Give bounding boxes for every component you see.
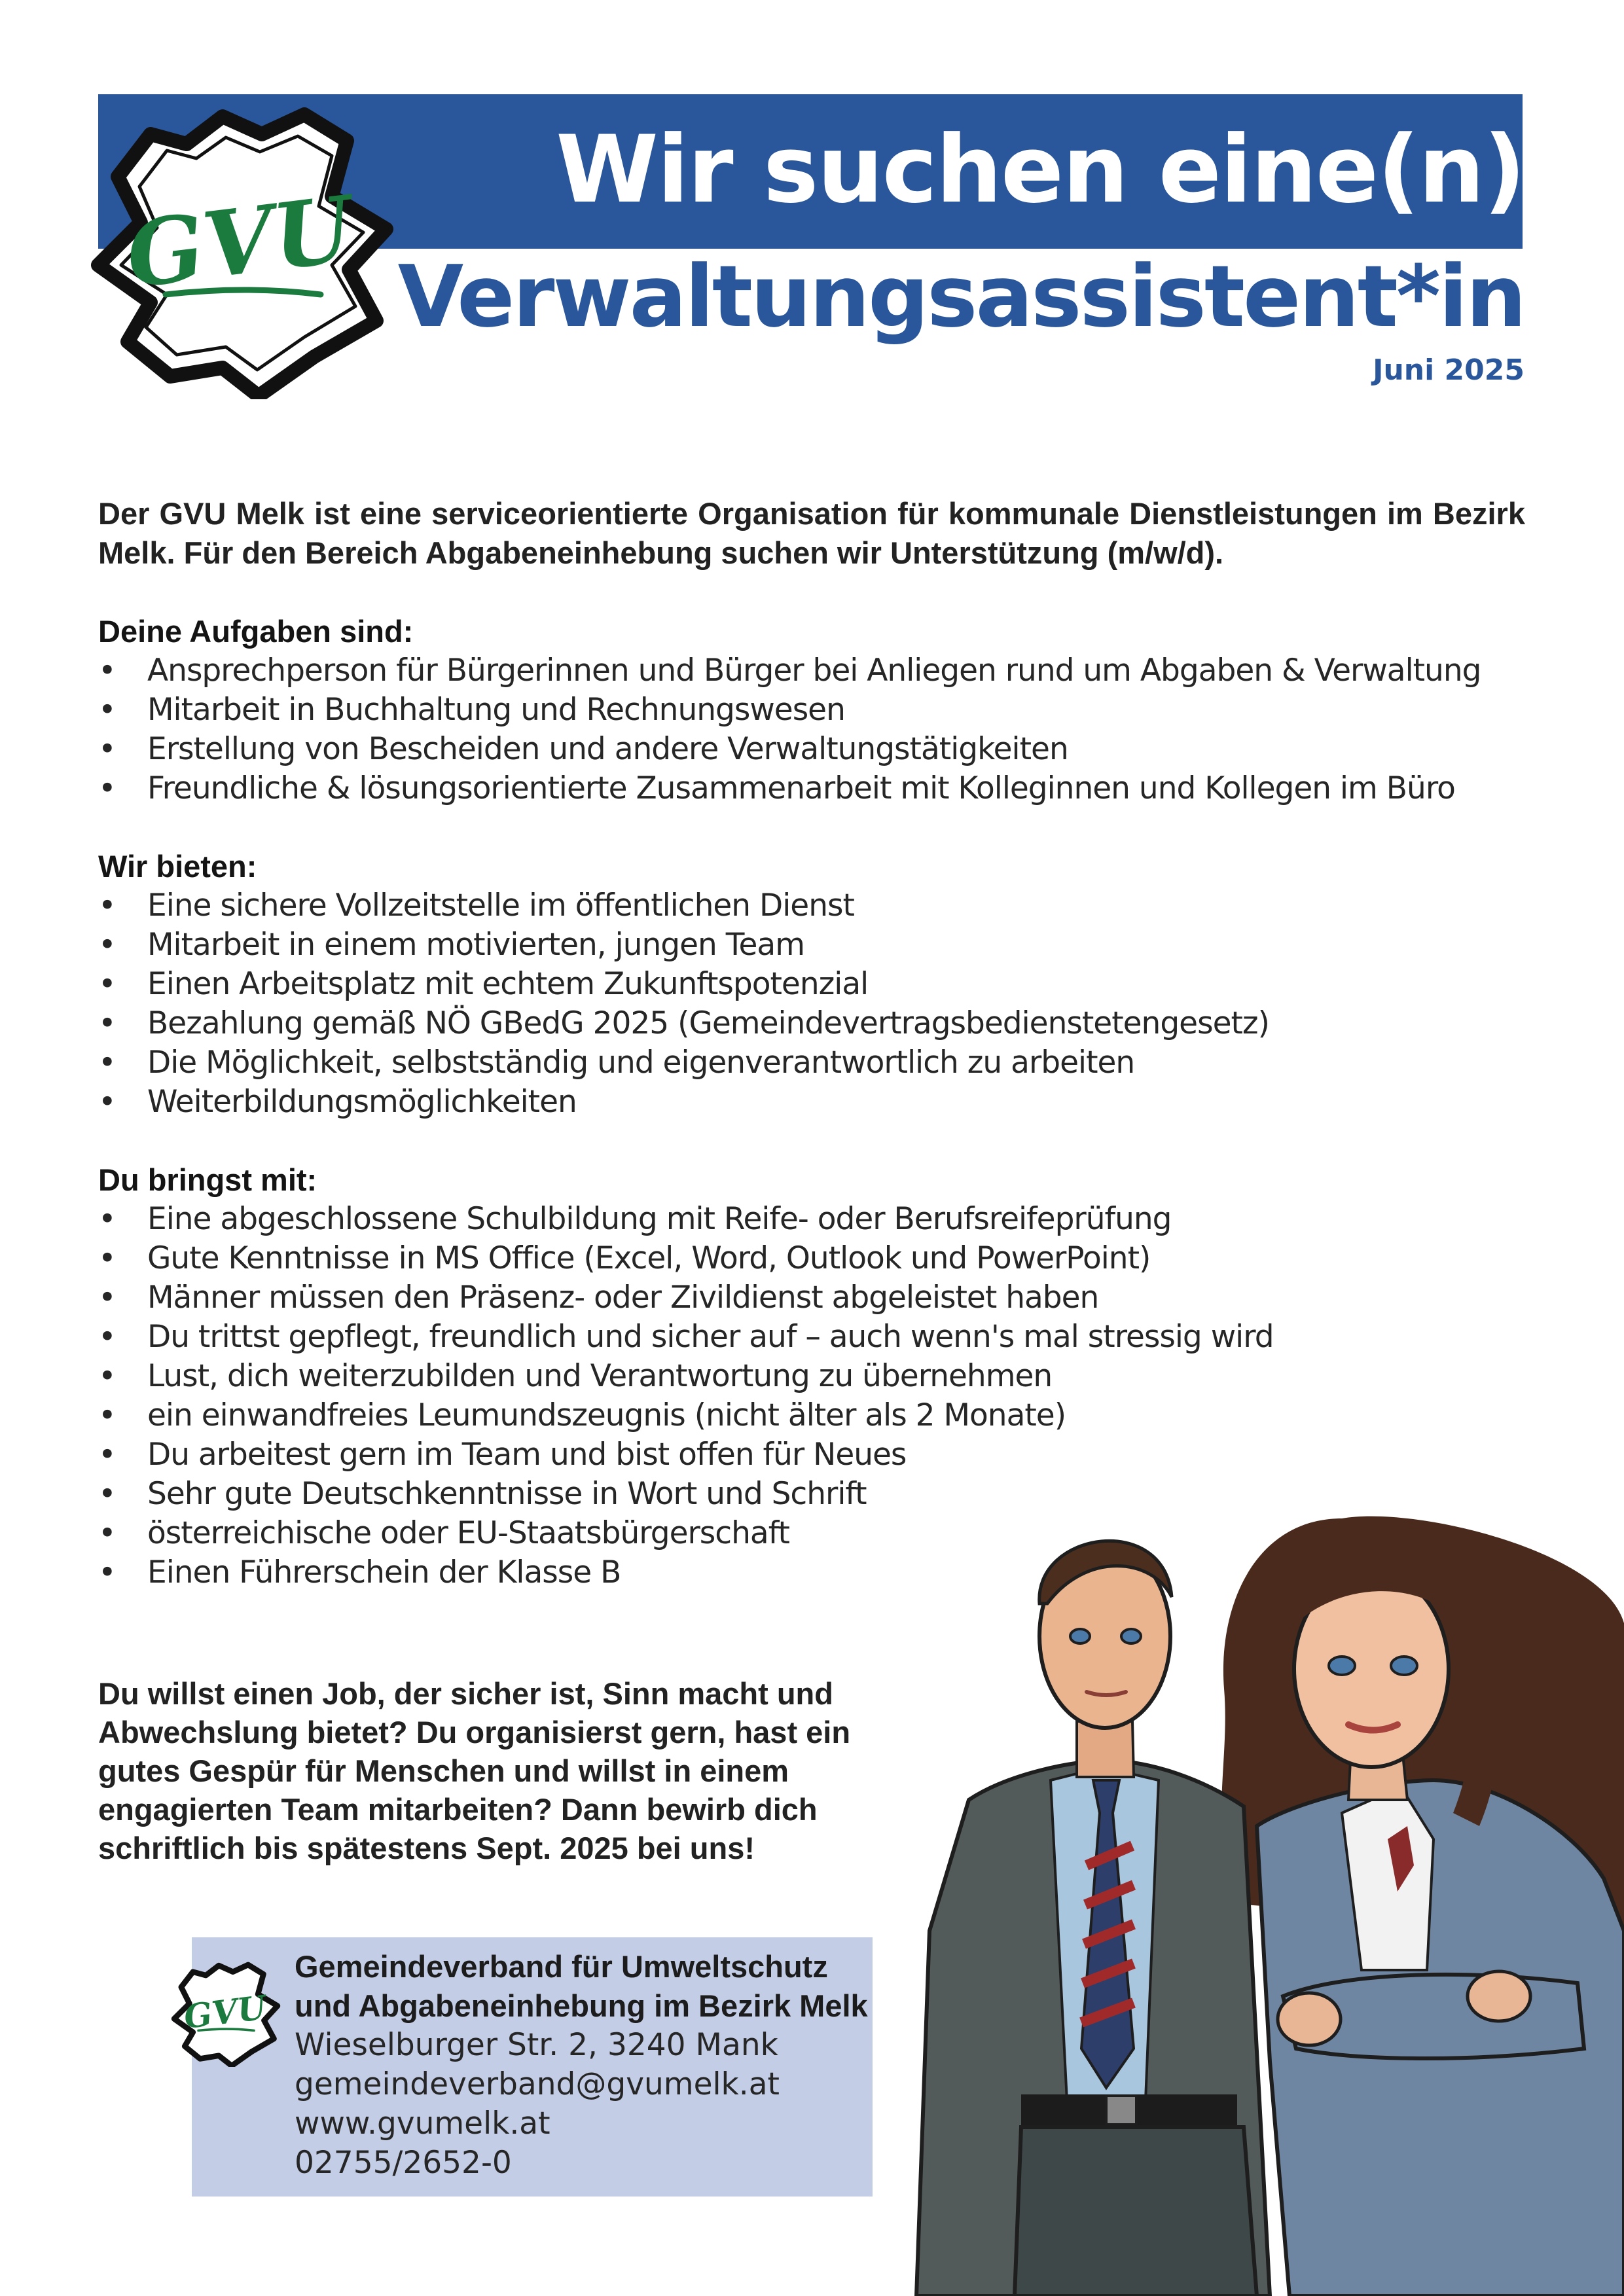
email-link[interactable]: gemeindeverband@gvumelk.at — [295, 2066, 780, 2102]
list-item — [98, 965, 1538, 1004]
list-item-text: Freundliche & lösungsorientierte Zusammenarbeit mit Kolleginnen und Kollegen im Büro — [147, 770, 1455, 806]
list-item-text: Lust, dich weiterzubilden und Verantwortung zu übernehmen — [147, 1358, 1053, 1394]
list-item-text: Einen Führerschein der Klasse B — [147, 1554, 621, 1590]
bullet-icon: • — [98, 1515, 116, 1551]
bullet-icon: • — [98, 692, 116, 728]
bullet-icon: • — [98, 1476, 116, 1512]
bullet-icon: • — [98, 1319, 116, 1355]
list-item — [98, 925, 1538, 965]
list-item — [98, 1396, 1538, 1435]
list-item-text: Männer müssen den Präsenz- oder Zivildienst abgeleistet haben — [147, 1280, 1099, 1316]
list-item — [98, 886, 1538, 925]
offer-list — [98, 886, 1538, 1122]
job-title: Verwaltungsassistent*in — [397, 247, 1525, 346]
intro-paragraph: Der GVU Melk ist eine serviceorientierte Organisation für kommunale Dienstleistungen im Bezirk Melk. Für den Bereich Abgabeneinhebung suchen wir Unterstützung (m/w/d). — [98, 496, 1525, 570]
list-item — [98, 1083, 1538, 1122]
website-link[interactable]: www.gvumelk.at — [295, 2106, 550, 2142]
list-item-text: Mitarbeit in Buchhaltung und Rechnungswesen — [147, 692, 845, 728]
bullet-icon: • — [98, 1358, 116, 1394]
list-item — [98, 1435, 1538, 1475]
bullet-icon: • — [98, 888, 116, 924]
gvu-logo — [88, 98, 396, 399]
section-aufgaben — [98, 612, 1538, 808]
list-item — [98, 1318, 1538, 1357]
list-item-text: ein einwandfreies Leumundszeugnis (nicht älter als 2 Monate) — [147, 1397, 1066, 1433]
bullet-icon: • — [98, 653, 116, 689]
list-item — [98, 1043, 1538, 1083]
list-item-text: Ansprechperson für Bürgerinnen und Bürger bei Anliegen rund um Abgaben & Verwaltung — [147, 653, 1481, 689]
phone-number[interactable]: 02755/2652-0 — [295, 2145, 512, 2181]
bullet-icon: • — [98, 1045, 116, 1081]
list-item — [98, 1239, 1538, 1278]
bullet-icon: • — [98, 731, 116, 767]
bullet-icon: • — [98, 1201, 116, 1237]
bullet-icon: • — [98, 770, 116, 806]
list-item — [98, 1004, 1538, 1043]
list-item-text: Die Möglichkeit, selbstständig und eigenverantwortlich zu arbeiten — [147, 1045, 1135, 1081]
bullet-icon: • — [98, 1005, 116, 1041]
date-label: Juni 2025 — [1373, 353, 1525, 387]
list-item-text: Sehr gute Deutschkenntnisse in Wort und Schrift — [147, 1476, 867, 1512]
list-item-text: Bezahlung gemäß NÖ GBedG 2025 (Gemeindevertragsbedienstetengesetz) — [147, 1005, 1269, 1041]
org-name-line1: Gemeindeverband für Umweltschutz — [295, 1949, 828, 1984]
logo-text: GVU — [181, 1988, 268, 2037]
list-item-text: österreichische oder EU-Staatsbürgerschaft — [147, 1515, 789, 1551]
list-item-text: Eine sichere Vollzeitstelle im öffentlichen Dienst — [147, 888, 854, 924]
section-bieten — [98, 847, 1538, 1122]
section-title-aufgaben: Deine Aufgaben sind: — [98, 614, 414, 649]
logo-text: GVU — [120, 175, 359, 309]
headline: Wir suchen eine(n) — [556, 116, 1525, 224]
list-item-text: Einen Arbeitsplatz mit echtem Zukunftspotenzial — [147, 966, 869, 1002]
list-item-text: Erstellung von Bescheiden und andere Verwaltungstätigkeiten — [147, 731, 1068, 767]
list-item — [98, 1278, 1538, 1318]
list-item — [98, 730, 1538, 769]
list-item-text: Gute Kenntnisse in MS Office (Excel, Word, Outlook und PowerPoint) — [147, 1240, 1151, 1276]
bullet-icon: • — [98, 927, 116, 963]
section-title-bieten: Wir bieten: — [98, 849, 257, 884]
list-item — [98, 1200, 1538, 1239]
bullet-icon: • — [98, 1084, 116, 1120]
list-item — [98, 651, 1538, 691]
list-item-text: Eine abgeschlossene Schulbildung mit Reife- oder Berufsreifeprüfung — [147, 1201, 1172, 1237]
org-name-line2: und Abgabeneinhebung im Bezirk Melk — [295, 1988, 868, 2023]
contact-details — [295, 1947, 936, 2183]
gvu-logo-small — [167, 1959, 285, 2067]
list-item — [98, 1357, 1538, 1396]
list-item-text: Du trittst gepflegt, freundlich und sicher auf – auch wenn's mal stressig wird — [147, 1319, 1274, 1355]
bullet-icon: • — [98, 1397, 116, 1433]
closing-paragraph: Du willst einen Job, der sicher ist, Sinn macht und Abwechslung bietet? Du organisierst gern, hast ein gutes Gespür für Menschen und willst in einem engagierten Team mitarbeiten? Dann bewirb dich schriftlich bis spätestens Sept. 2025 bei uns! — [98, 1676, 851, 1865]
section-title-mitbringen: Du bringst mit: — [98, 1162, 317, 1197]
bullet-icon: • — [98, 1240, 116, 1276]
bullet-icon: • — [98, 1554, 116, 1590]
list-item — [98, 769, 1538, 808]
bullet-icon: • — [98, 966, 116, 1002]
illustration-two-employees — [890, 1473, 1624, 2296]
list-item-text: Weiterbildungsmöglichkeiten — [147, 1084, 577, 1120]
address: Wieselburger Str. 2, 3240 Mank — [295, 2027, 778, 2063]
bullet-icon: • — [98, 1437, 116, 1473]
task-list — [98, 651, 1538, 808]
bullet-icon: • — [98, 1280, 116, 1316]
list-item-text: Mitarbeit in einem motivierten, jungen Team — [147, 927, 805, 963]
list-item-text: Du arbeitest gern im Team und bist offen für Neues — [147, 1437, 907, 1473]
list-item — [98, 691, 1538, 730]
